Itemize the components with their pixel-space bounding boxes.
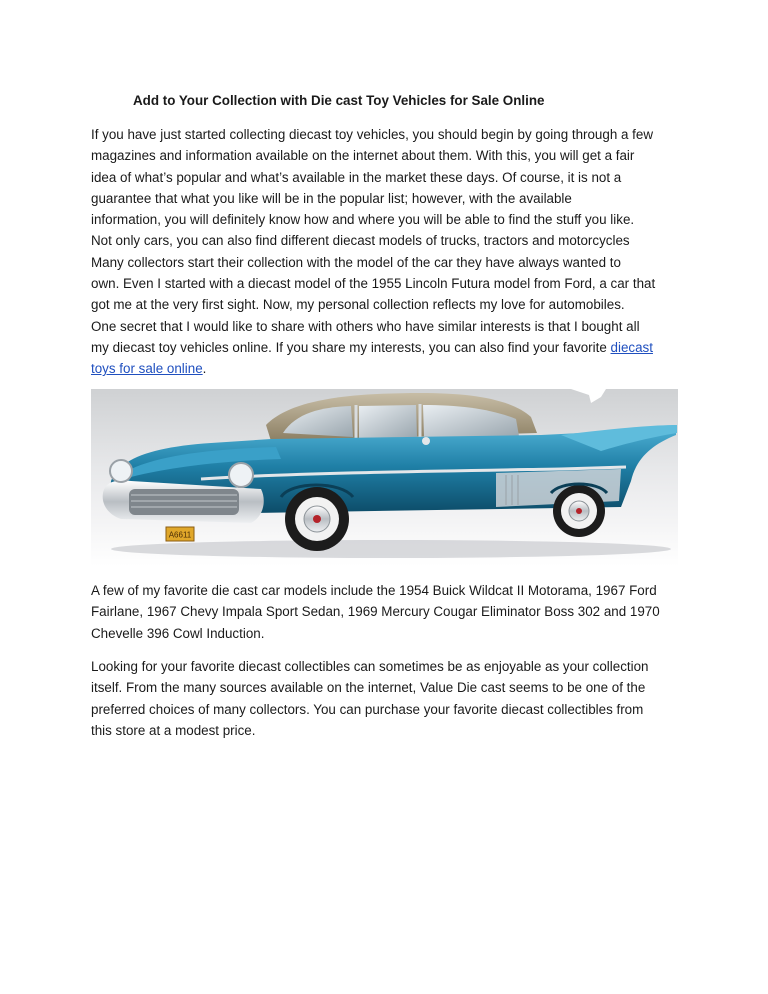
diecast-toys-link-part2[interactable]: toys for sale online	[91, 361, 203, 377]
paragraph-favorites	[91, 580, 691, 644]
headlight	[110, 460, 132, 482]
text-line: this store at a modest price.	[91, 722, 256, 738]
text-line: idea of what’s popular and what’s available in the market these days. Of course, it is not a	[91, 169, 622, 185]
text-segment: .	[202, 361, 207, 377]
text-line: Fairlane, 1967 Chevy Impala Sport Sedan, 1969 Mercury Cougar Eliminator Boss 302 and 1970	[91, 604, 660, 620]
text-line: Many collectors start their collection with the model of the car they have always wanted to	[91, 254, 621, 270]
headlight	[229, 463, 253, 487]
rear-wheel	[553, 485, 605, 537]
text-line: itself. From the many sources available on the internet, Value Die cast seems to be one of the	[91, 680, 646, 696]
diecast-toys-link-part1[interactable]: diecast	[610, 339, 653, 355]
paragraph-store	[91, 656, 691, 741]
side-mirror	[422, 437, 430, 445]
text-line-with-link	[91, 337, 691, 358]
car-grille	[129, 489, 239, 515]
license-plate-text: A6611	[168, 530, 192, 540]
text-line: preferred choices of many collectors. You can purchase your favorite diecast collectibles from	[91, 701, 644, 717]
shadow-shape	[111, 540, 671, 558]
text-line: Looking for your favorite diecast collectibles can sometimes be as enjoyable as your collection	[91, 659, 649, 674]
text-line: A few of my favorite die cast car models include the 1954 Buick Wildcat II Motorama, 1967 Ford	[91, 583, 657, 598]
cadillac-car-illustration	[91, 389, 678, 566]
front-wheel	[285, 487, 349, 551]
text-segment: my diecast toy vehicles online. If you share my interests, you can also find your favorite	[91, 339, 611, 355]
text-line: magazines and information available on the internet about them. With this, you will get a fair	[91, 148, 635, 164]
text-line: Not only cars, you can also find different diecast models of trucks, tractors and motorcycles	[91, 233, 630, 249]
car-window	[359, 405, 417, 438]
text-line: own. Even I started with a diecast model of the 1955 Lincoln Futura model from Ford, a car that	[91, 276, 656, 292]
text-line: Chevelle 396 Cowl Induction.	[91, 625, 265, 641]
document-title: Add to Your Collection with Die cast Toy Vehicles for Sale Online	[133, 93, 545, 108]
text-line: If you have just started collecting diecast toy vehicles, you should begin by going through a few	[91, 127, 654, 142]
balloon-shape	[571, 389, 606, 403]
text-line: information, you will definitely know how and where you will be able to find the stuff you like.	[91, 212, 635, 228]
text-line: One secret that I would like to share with others who have similar interests is that I bought all	[91, 318, 640, 334]
paragraph-intro	[91, 124, 691, 380]
car-image	[91, 389, 678, 566]
text-line: guarantee that what you like will be in the popular list; however, with the available	[91, 190, 572, 206]
text-line-with-link	[91, 358, 691, 379]
text-line: got me at the very first sight. Now, my personal collection reflects my love for automobiles.	[91, 297, 625, 313]
